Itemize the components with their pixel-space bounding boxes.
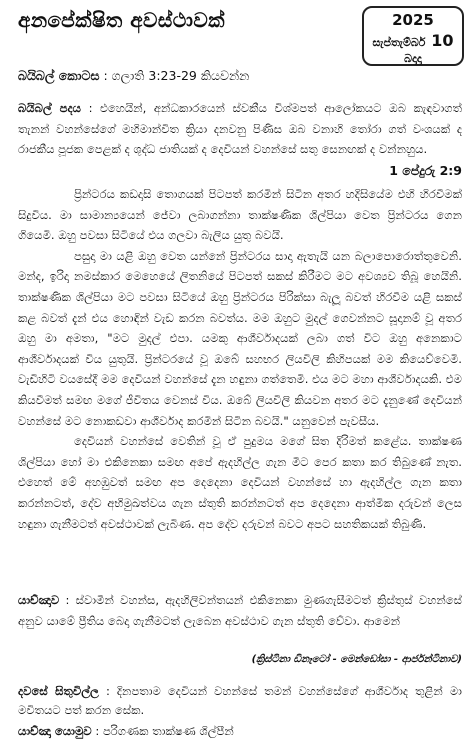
page-title: අනපේක්ෂිත අවස්ථාවක්	[18, 8, 226, 32]
bible-reading	[18, 68, 249, 84]
prayer-focus-text: : පරිගණක තාක්ෂණ ශිල්පීන්	[95, 724, 234, 738]
date-badge	[362, 6, 464, 66]
thought-text: : දිනපතාම දෙවියන් වහන්සේ තමන් වහන්සේගේ ආශීර්වාද තුළින් මා මවිතයට පත් කරන සේක.	[18, 684, 462, 717]
bible-verse-text: : එහෙයින්, අන්ධකාරයෙන් ස්වකීය විශ්මපත් ආලෝකයට ඔබ කැඳවාගත් තැනන් වහන්සේගේ මහිමාන්විත ක්‍රියා දනවනු පිණිස ඔබ වනාහි තෝරා ගත් වංශයක් ද රාජකීය පූජක පෙළක් ද ශුද්ධ ජාතියක් ද දෙවියන් වහන්සේ සතු සෙනඟක් ද වන්නහුය.	[18, 101, 462, 157]
author-attribution: (ක්‍රිස්ටිනා ඩිනෑටෝ - මෙන්ඩෝසා - ආර්ජන්ටිනාව)	[251, 654, 462, 665]
date-year: 2025	[392, 11, 434, 29]
date-month-day	[364, 31, 462, 50]
bible-verse	[18, 98, 462, 160]
bible-reading-text: : ගලාති 3:23-29 කියවන්න	[103, 68, 250, 83]
bible-verse-reference: 1 පේදුරු 2:9	[389, 163, 462, 178]
thought-for-day	[18, 682, 462, 720]
thought-label: දවසේ සිතුවිල්ල	[18, 684, 99, 698]
story-paragraph: පසුදා මා යළි ඔහු වෙත යන්නේ ප්‍රින්ටරය සාදා ඇතැයි යන බලාපොරොත්තුවෙනි. මන්ද, ඉරිදා නමස්කාර මෙහෙයේ ලිතනියේ පිටපත් සකස් කිරීමට මට අවශ්‍යව තිබූ හෙයිනි. තාක්ෂණික ශිල්පියා මට පවසා සිටියේ ඔහු ප්‍රින්ටරය පිරික්සා බැලූ බවත් හිරවීම යළි සකස් කළ බවත් දැන් එය හොඳින් වැඩ කරන බවත්ය. මම ඔහුට මුදල් ගෙවන්නට සූදානම් වූ අතර ඔහු මා අමතා, "මට මුදල් එපා. යමකු ආශීර්වාදයක් ලබා ගත් විට ඔහු අනෙකාට ආශීර්වාදයක් විය යුතුයි. ප්‍රින්ටරයේ වූ ඔබේ සහභර ලියවිලි කිහිපයක් මම කියෙව්වෙමි. වැඩිහිටි වයසේදී මම දෙවියන් වහන්සේ දැන හඳුනා ගත්තෙමි. එය මට මහා ආශීර්වාදයකි. එම කියවීමත් සමඟ මගේ ජීවිතය වෙනස් විය. ඔබේ ලියවිලි කියවන අතර මට දැනුණේ දෙවියන් වහන්සේ මට නොකඩවා ආශීර්වාද කරමින් සිටින බවයි." යනුවෙන් පැවසීය.	[18, 248, 462, 428]
prayer	[18, 590, 462, 631]
date-month: සැප්තැම්බර්	[372, 36, 426, 49]
prayer-focus-label: යාච්ඤා යොමුව	[18, 724, 92, 738]
bible-verse-label: බයිබල් පදය	[18, 101, 82, 115]
prayer-focus	[18, 722, 462, 741]
prayer-label: යාච්ඤාව	[18, 593, 60, 607]
story-body	[18, 184, 462, 534]
date-day: 10	[431, 31, 454, 50]
footer-notes	[18, 682, 462, 743]
prayer-text: : ස්වාමීන් වහන්ස, ඇදහිලිවන්තයන් එකිනෙකා මුණගැසීමටත් ක්‍රිස්තුස් වහන්සේ අනුව යාමේ ප්‍රීතිය බෙදා ගැනීමටත් ලැබෙන අවස්ථාව ගැන ස්තුති වේවා. ආමෙන්	[18, 593, 462, 628]
bible-reading-label: බයිබල් කොටස	[18, 68, 100, 83]
story-paragraph: දෙවියන් වහන්සේ වෙතින් වූ ඒ පුදුමය මගේ සිත දිරිමත් කළේය. තාක්ෂණ ශිල්පියා හෝ මා එකිනෙකා සමඟ අපේ ඇදහිල්ල ගැන මීට පෙර කතා කර තිබුණේ නැත. එහෙත් මේ අහඹුවත් සමඟ අප දෙදෙනා දෙවියන් වහන්සේ හා ඇදහිල්ල ගැන කතා කරන්නටත්, දේව අභිමුඛත්වය ගැන ස්තුති කරන්නටත් අප දෙදෙනා ආත්මික දරුවන් ලෙස හඳුනා ගැනීමටත් අවස්ථාවක් ලැබිණ. අප දේව දරුවන් බවට අපට සහතිකයක් තිබුණි.	[18, 434, 462, 531]
date-weekday: බදාදා	[404, 52, 422, 65]
story-paragraph: ප්‍රින්ටරය කඩදාසි තොගයක් පිටපත් කරමින් සිටින අතර හදිසියේම එහි හිරවීමක් සිදුවිය. මා සාමාන්‍යයෙන් ජේවා ලබාගන්නා තාක්ෂණික ශිල්පියා වෙත ප්‍රින්ටරය ගෙන ගියෙමි. ඔහු පවසා සිටියේ එය ගලවා බැලිය යුතු බවයි.	[18, 187, 462, 243]
